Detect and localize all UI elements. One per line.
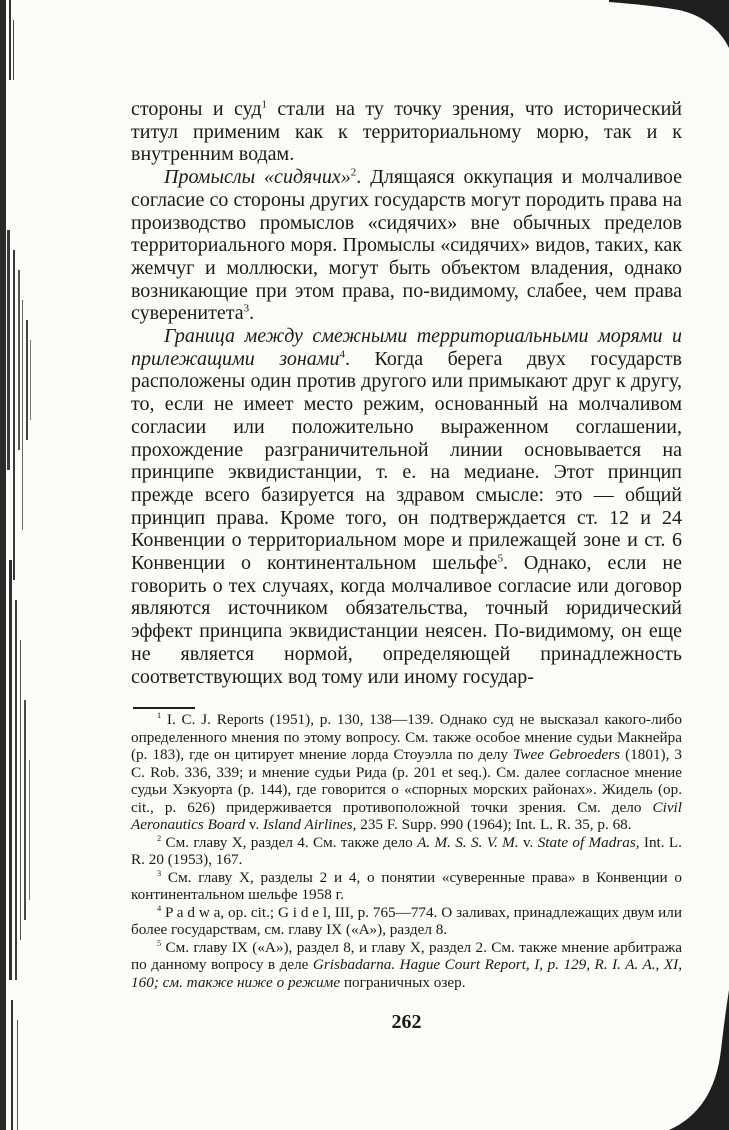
footnote-5: $^5$ См. главу IX («A»), раздел 8, и главу X, раздел 2. См. также мнение арбитража по данному вопросу в деле Grisbadarna. Hague Court Report, I, p. 129, R. I. A. A., XI, 160; см. также ниже о режиме пограничных озер.	[131, 938, 682, 991]
paragraph-boundary-adjacent-seas: Граница между смежными территориальными морями и прилежащими зонами$^4$. Когда берега двух государств расположены один против другого или примыкают друг к другу, то, если не имеет место режим, основанный на молчаливом согласии или положительно выраженном соглашении, прохождение разграничительной линии основывается на принципе эквидистанции, т. е. на медиане. Этот принцип прежде всего базируется на здравом смысле: это — общий принцип права. Кроме того, он подтверждается ст. 12 и 24 Конвенции о территориальном море и прилежащей зоне и ст. 6 Конвенции о континентальном шельфе$^5$. Однако, если не говорить о тех случаях, когда молчаливое согласие или договор являются источником обязательства, точный юридический эффект принципа эквидистанции неясен. По-видимому, он еще не является нормой, определяющей принадлежность соответствующих вод тому или иному государ-	[131, 325, 682, 688]
footnotes	[131, 711, 682, 991]
footnote-3: $^3$ См. главу X, разделы 2 и 4, о понятии «суверенные права» в Конвенции о континентальном шельфе 1958 г.	[131, 868, 682, 904]
section-heading-sedentary-fisheries: Промыслы «сидячих»	[164, 166, 351, 189]
book-page	[131, 98, 682, 1034]
section-heading-boundary: Граница между смежными территориальными морями и прилежащими зонами	[131, 325, 682, 370]
footnote-1: $^1$ I. C. J. Reports (1951), p. 130, 138—139. Однако суд не высказал какого-либо определенного мнения по этому вопросу. См. также особое мнение судьи Макнейра (p. 183), где он цитирует мнение лорда Стоуэлла по делу Twee Gebroeders (1801), 3 C. Rob. 336, 339; и мнение судьи Рида (p. 201 et seq.). См. далее согласное мнение судьи Хэкуорта (p. 144), где говорится о «спорных морских районах». Жидель (op. cit., p. 626) придерживается противоположной точки зрения. См. дело Civil Aeronautics Board v. Island Airlines, 235 F. Supp. 990 (1964); Int. L. R. 35, p. 68.	[131, 711, 682, 834]
footnote-ref-2: 2	[350, 166, 357, 179]
paragraph-sedentary-fisheries: Промыслы «сидячих»$^2$. Длящаяся оккупация и молчаливое согласие со стороны других государств могут породить права на производство промыслов «сидячих» вне обычных пределов территориального моря. Промыслы «сидячих» видов, таких, как жемчуг и моллюски, могут быть объектом владения, однако возникающие при этом права, по-видимому, слабее, чем права суверенитета$^3$.	[131, 166, 683, 325]
page-number: 262	[391, 1011, 422, 1034]
scan-binding-edge	[0, 0, 40, 1130]
footnote-2: $^2$ См. главу X, раздел 4. См. также дело A. M. S. S. V. M. v. State of Madras, Int. L. R. 20 (1953), 167.	[131, 833, 682, 869]
scan-corner-top-right	[609, 0, 729, 50]
footnote-ref-4: 4	[339, 348, 346, 361]
main-text	[131, 98, 682, 688]
footnote-ref-5: 5	[497, 552, 503, 565]
footnote-4: $^4$ P a d w a, op. cit.; G i d e l, III, p. 765—774. О заливах, принадлежащих двум или более государствам, см. главу IX («A»), раздел 8.	[131, 903, 682, 939]
footnote-ref-1: 1	[261, 98, 268, 111]
footnote-ref-3: 3	[243, 302, 250, 315]
footnote-separator	[133, 707, 195, 709]
paragraph-historic-title: стороны и суд$^1$ стали на ту точку зрения, что исторический титул применим как к территориальному морю, так и к внутренним водам.	[131, 98, 682, 166]
